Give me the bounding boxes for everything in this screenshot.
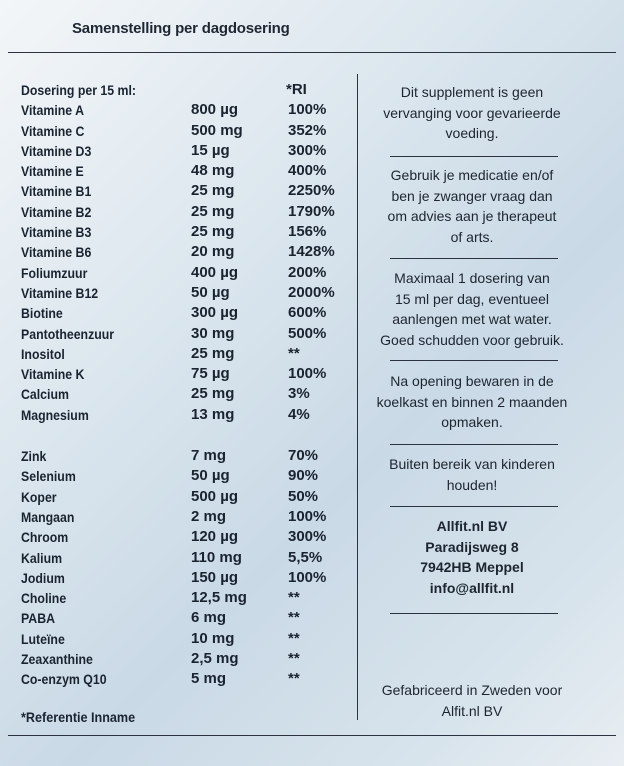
note-medication — [372, 165, 572, 247]
nutrient-amount: 25 mg — [191, 182, 235, 200]
nutrient-name: Zeaxanthine — [21, 651, 93, 668]
nutrient-amount: 500 mg — [191, 121, 243, 139]
nutrient-group-vitamins — [21, 100, 351, 425]
nutrient-amount: 7 mg — [191, 447, 227, 465]
table-row — [21, 405, 351, 425]
table-row — [21, 364, 351, 384]
note-line: 15 ml per dag, eventueel — [394, 290, 550, 307]
table-row — [21, 588, 351, 608]
nutrient-ri: 500% — [288, 324, 327, 342]
nutrient-ri: 600% — [288, 304, 327, 322]
page-title: Samenstelling per dagdosering — [72, 20, 290, 37]
note-line: Dit supplement is geen — [400, 84, 544, 100]
nutrient-name: Jodium — [21, 569, 65, 586]
nutrient-amount: 150 µg — [191, 568, 238, 586]
nutrient-ri: 100% — [288, 101, 327, 119]
note-divider — [390, 613, 558, 614]
nutrient-name: Pantotheenzuur — [21, 325, 115, 342]
table-row — [21, 100, 351, 120]
bottom-divider — [8, 735, 616, 736]
note-line: voeding. — [445, 125, 499, 141]
nutrient-name: Inositol — [21, 345, 65, 362]
nutrient-amount: 2 mg — [191, 507, 227, 525]
nutrient-ri: 100% — [288, 507, 327, 525]
note-divider — [390, 444, 558, 445]
manufactured-note — [372, 680, 572, 721]
table-row — [21, 466, 351, 486]
nutrient-ri: ** — [288, 670, 300, 688]
nutrient-amount: 6 mg — [191, 609, 227, 627]
nutrient-amount: 15 µg — [191, 141, 230, 159]
note-line: houden! — [446, 476, 498, 493]
nutrient-name: Co-enzym Q10 — [21, 671, 107, 688]
column-divider — [357, 74, 358, 720]
nutrient-ri: 50% — [288, 487, 319, 505]
nutrient-ri: 156% — [288, 223, 327, 241]
nutrient-ri: 300% — [288, 141, 327, 159]
company-email: info@allfit.nl — [429, 579, 515, 596]
nutrient-amount: 300 µg — [191, 304, 238, 322]
table-row — [21, 161, 351, 181]
table-row — [21, 487, 351, 507]
table-row — [21, 121, 351, 141]
nutrient-ri: ** — [288, 650, 300, 668]
table-row — [21, 669, 351, 689]
note-divider — [390, 258, 558, 259]
table-row — [21, 141, 351, 161]
note-line: om advies aan je therapeut — [387, 208, 557, 224]
nutrient-amount: 30 mg — [191, 324, 235, 342]
nutrient-amount: 48 mg — [191, 162, 235, 180]
nutrient-ri: 2000% — [288, 283, 335, 301]
note-line: vervanging voor gevarieerde — [383, 104, 561, 121]
note-children — [372, 454, 572, 495]
table-row — [21, 608, 351, 628]
nutrient-amount: 5 mg — [191, 670, 227, 688]
nutrient-amount: 500 µg — [191, 487, 238, 505]
nutrient-name: Vitamine B2 — [21, 203, 92, 220]
nutrient-name: Vitamine C — [21, 122, 85, 139]
nutrient-amount: 25 mg — [191, 202, 235, 220]
nutrient-ri: 100% — [288, 365, 327, 383]
table-row — [21, 384, 351, 404]
nutrient-ri: ** — [288, 629, 300, 647]
nutrient-ri: 90% — [288, 467, 319, 485]
table-header — [21, 80, 351, 100]
footnote: *Referentie Inname — [21, 709, 136, 725]
nutrient-name: Zink — [21, 448, 47, 465]
nutrient-group-minerals — [21, 446, 351, 690]
nutrient-name: Magnesium — [21, 406, 89, 423]
nutrient-name: Vitamine K — [21, 366, 85, 383]
nutrient-name: Vitamine A — [21, 102, 85, 119]
nutrient-amount: 75 µg — [191, 365, 230, 383]
nutrient-table — [21, 80, 351, 690]
table-row — [21, 181, 351, 201]
note-supplement — [372, 82, 572, 144]
table-row — [21, 527, 351, 547]
nutrient-name: Koper — [21, 488, 57, 505]
nutrient-name: Biotine — [21, 305, 63, 322]
nutrient-name: Vitamine B6 — [21, 244, 92, 261]
nutrient-ri: 4% — [288, 405, 310, 423]
table-row — [21, 242, 351, 262]
note-line: opmaken. — [441, 414, 503, 430]
nutrient-ri: 70% — [288, 447, 319, 465]
nutrient-amount: 800 µg — [191, 101, 238, 119]
note-line: of arts. — [450, 228, 494, 245]
nutrient-amount: 120 µg — [191, 528, 238, 546]
nutrient-name: Vitamine B1 — [21, 183, 92, 200]
nutrient-amount: 110 mg — [191, 548, 242, 566]
table-row — [21, 263, 351, 283]
note-line: Buiten bereik van kinderen — [389, 456, 555, 472]
note-line: ben je zwanger vraag dan — [391, 187, 553, 204]
company-address — [372, 516, 572, 598]
table-row — [21, 303, 351, 323]
company-name: Allfit.nl BV — [436, 518, 508, 534]
nutrient-name: Foliumzuur — [21, 264, 88, 281]
nutrient-name: PABA — [21, 610, 56, 627]
nutrient-amount: 400 µg — [191, 263, 238, 281]
company-street: Paradijsweg 8 — [425, 538, 519, 555]
nutrient-name: Vitamine E — [21, 163, 84, 180]
note-line: Gefabriceerd in Zweden voor — [381, 682, 563, 698]
nutrient-name: Chroom — [21, 529, 69, 546]
table-row — [21, 446, 351, 466]
note-storage — [372, 371, 572, 433]
nutrient-amount: 13 mg — [191, 405, 235, 423]
nutrient-name: Luteïne — [21, 630, 65, 647]
nutrient-name: Vitamine D3 — [21, 142, 92, 159]
nutrient-amount: 10 mg — [191, 629, 235, 647]
nutrient-amount: 2,5 mg — [191, 650, 239, 668]
nutrient-name: Calcium — [21, 386, 69, 403]
nutrient-ri: 100% — [288, 568, 327, 586]
nutrient-ri: ** — [288, 609, 300, 627]
table-row — [21, 283, 351, 303]
nutrient-amount: 50 µg — [191, 283, 230, 301]
nutrient-name: Vitamine B3 — [21, 224, 92, 241]
nutrient-name: Vitamine B12 — [21, 284, 99, 301]
company-city: 7942HB Meppel — [420, 559, 524, 575]
table-row — [21, 649, 351, 669]
nutrient-ri: 200% — [288, 263, 327, 281]
nutrient-amount: 20 mg — [191, 243, 235, 261]
nutrient-ri: 352% — [288, 121, 327, 139]
note-line: Na opening bewaren in de — [390, 373, 554, 389]
top-divider — [8, 52, 616, 53]
table-row — [21, 222, 351, 242]
note-line: Maximaal 1 dosering van — [394, 270, 550, 286]
nutrient-ri: 400% — [288, 162, 327, 180]
note-line: Goed schudden voor gebruik. — [380, 331, 564, 348]
table-row — [21, 324, 351, 344]
note-divider — [390, 156, 558, 157]
header-dose-label: Dosering per 15 ml: — [21, 82, 137, 98]
header-ri-label: *RI — [286, 81, 307, 98]
table-row — [21, 202, 351, 222]
nutrient-ri: ** — [288, 589, 300, 607]
nutrient-ri: 300% — [288, 528, 327, 546]
nutrient-name: Mangaan — [21, 508, 75, 525]
nutrient-ri: 2250% — [288, 182, 335, 200]
nutrient-amount: 25 mg — [191, 385, 235, 403]
nutrient-name: Selenium — [21, 468, 76, 485]
nutrient-amount: 50 µg — [191, 467, 230, 485]
table-row — [21, 344, 351, 364]
table-row — [21, 568, 351, 588]
nutrient-ri: 3% — [288, 385, 310, 403]
nutrient-ri: 1790% — [288, 202, 335, 220]
note-line: Gebruik je medicatie en/of — [390, 167, 554, 183]
note-line: Alfit.nl BV — [441, 702, 503, 719]
note-line: koelkast en binnen 2 maanden — [376, 393, 568, 410]
nutrient-name: Choline — [21, 590, 67, 607]
table-row — [21, 629, 351, 649]
nutrient-ri: 1428% — [288, 243, 335, 261]
note-line: aanlengen met wat water. — [392, 311, 552, 327]
table-row — [21, 507, 351, 527]
note-divider — [390, 360, 558, 361]
table-row — [21, 548, 351, 568]
group-spacer — [21, 425, 351, 446]
nutrient-ri: 5,5% — [288, 548, 323, 566]
nutrient-amount: 25 mg — [191, 344, 235, 362]
note-divider — [390, 506, 558, 507]
nutrient-ri: ** — [288, 344, 300, 362]
nutrient-amount: 12,5 mg — [191, 589, 247, 607]
nutrient-name: Kalium — [21, 549, 63, 566]
note-dosage — [372, 268, 572, 350]
nutrient-amount: 25 mg — [191, 223, 235, 241]
